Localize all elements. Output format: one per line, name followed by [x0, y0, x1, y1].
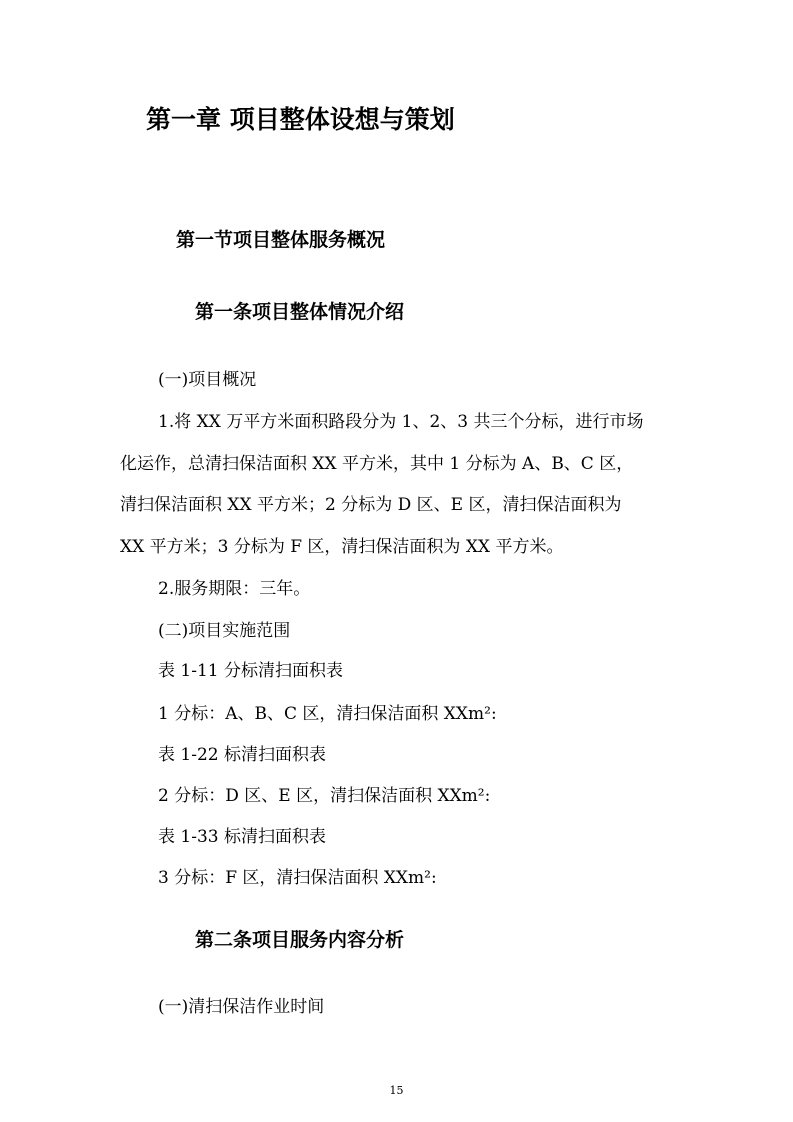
table-caption: 表 1-22 标清扫面积表: [158, 745, 326, 765]
chapter-title: 第一章 项目整体设想与策划: [146, 105, 455, 134]
subheading-project-overview: (一)项目概况: [158, 370, 257, 390]
page-number: 15: [389, 1084, 404, 1097]
subheading-scope: (二)项目实施范围: [158, 621, 291, 641]
zone-description: 2 分标：D 区、E 区，清扫保洁面积 XXm²:: [158, 786, 491, 806]
service-period: 2.服务期限：三年。: [158, 579, 311, 599]
subheading-cleaning-schedule: (一)清扫保洁作业时间: [158, 997, 325, 1017]
article-title-2: 第二条项目服务内容分析: [195, 929, 405, 951]
zone-description: 1 分标：A、B、C 区，清扫保洁面积 XXm²:: [158, 704, 497, 724]
zone-description: 3 分标：F 区，清扫保洁面积 XXm²:: [158, 868, 437, 888]
paragraph-line: 化运作，总清扫保洁面积 XX 平方米，其中 1 分标为 A、B、C 区，: [120, 454, 634, 474]
paragraph-line: 1.将 XX 万平方米面积路段分为 1、2、3 共三个分标，进行市场: [158, 412, 644, 432]
table-caption: 表 1-11 分标清扫面积表: [158, 661, 343, 681]
table-caption: 表 1-33 标清扫面积表: [158, 827, 326, 847]
section-title: 第一节项目整体服务概况: [176, 229, 386, 251]
article-title-1: 第一条项目整体情况介绍: [195, 301, 405, 323]
paragraph-line: XX 平方米；3 分标为 F 区，清扫保洁面积为 XX 平方米。: [120, 537, 564, 557]
paragraph-line: 清扫保洁面积 XX 平方米；2 分标为 D 区、E 区，清扫保洁面积为: [120, 495, 622, 515]
